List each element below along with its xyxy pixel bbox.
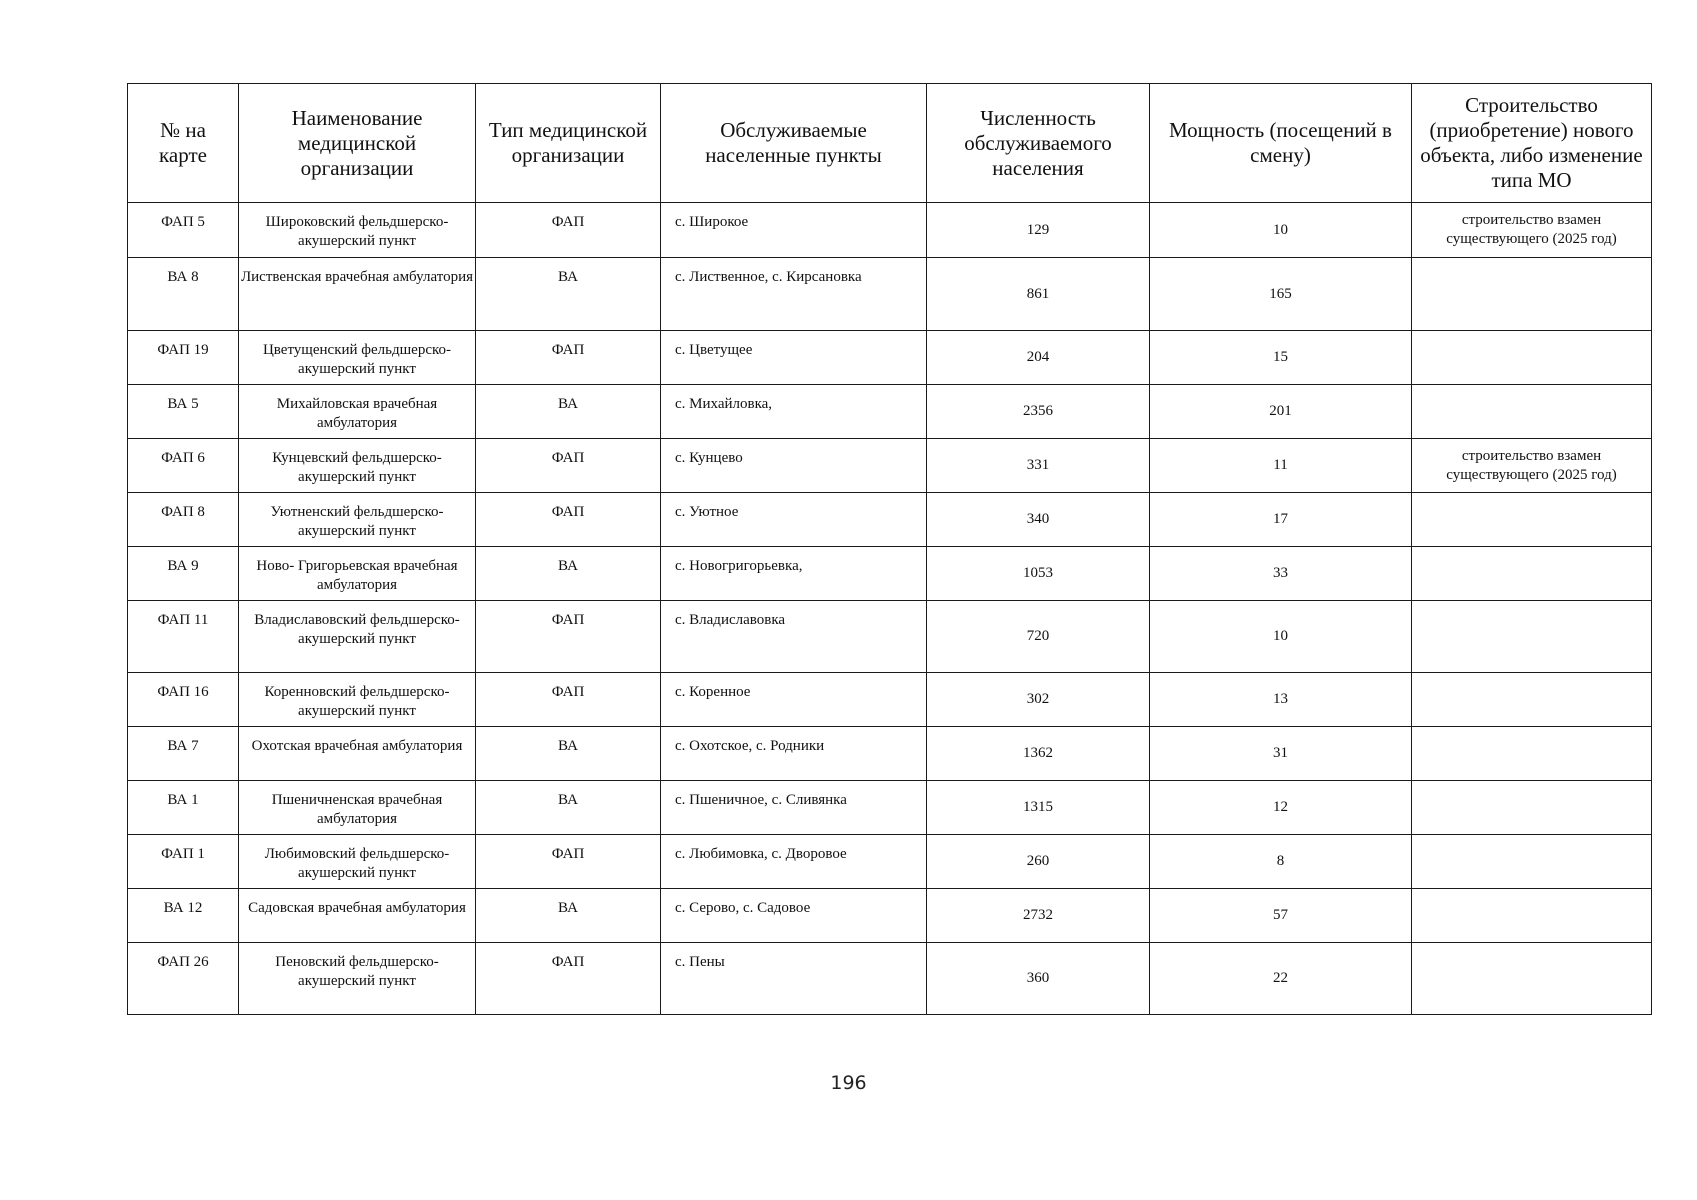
table-row	[128, 889, 1652, 943]
cell-population: 1053	[927, 547, 1150, 601]
cell-capacity: 8	[1150, 835, 1412, 889]
table-row	[128, 835, 1652, 889]
cell-organization-type: ФАП	[476, 943, 661, 1015]
cell-organization-type: ФАП	[476, 835, 661, 889]
cell-construction	[1412, 258, 1652, 331]
cell-map-number: ФАП 16	[128, 673, 239, 727]
table-header-row	[128, 84, 1652, 203]
cell-organization-type: ФАП	[476, 203, 661, 258]
cell-population: 260	[927, 835, 1150, 889]
cell-capacity: 13	[1150, 673, 1412, 727]
cell-construction	[1412, 727, 1652, 781]
cell-settlements: с. Пены	[661, 943, 927, 1015]
cell-capacity: 10	[1150, 601, 1412, 673]
table-row	[128, 673, 1652, 727]
cell-map-number: ВА 8	[128, 258, 239, 331]
cell-construction	[1412, 493, 1652, 547]
cell-organization-type: ФАП	[476, 601, 661, 673]
cell-settlements: с. Охотское, с. Родники	[661, 727, 927, 781]
cell-map-number: ВА 7	[128, 727, 239, 781]
cell-construction: строительство взамен существующего (2025 год)	[1412, 203, 1652, 258]
header-construction: Строительство (приобретение) нового объекта, либо изменение типа МО	[1412, 84, 1652, 203]
cell-organization-type: ВА	[476, 385, 661, 439]
cell-map-number: ФАП 1	[128, 835, 239, 889]
cell-map-number: ФАП 6	[128, 439, 239, 493]
cell-population: 2356	[927, 385, 1150, 439]
cell-map-number: ВА 9	[128, 547, 239, 601]
cell-capacity: 11	[1150, 439, 1412, 493]
cell-organization-name: Уютненский фельдшерско-акушерский пункт	[239, 493, 476, 547]
cell-settlements: с. Широкое	[661, 203, 927, 258]
cell-organization-type: ВА	[476, 258, 661, 331]
cell-organization-type: ФАП	[476, 331, 661, 385]
cell-construction	[1412, 889, 1652, 943]
cell-population: 302	[927, 673, 1150, 727]
cell-organization-name: Охотская врачебная амбулатория	[239, 727, 476, 781]
cell-organization-name: Коренновский фельдшерско-акушерский пункт	[239, 673, 476, 727]
cell-population: 204	[927, 331, 1150, 385]
table-row	[128, 258, 1652, 331]
cell-organization-type: ВА	[476, 727, 661, 781]
cell-construction	[1412, 547, 1652, 601]
cell-map-number: ФАП 11	[128, 601, 239, 673]
cell-settlements: с. Уютное	[661, 493, 927, 547]
cell-capacity: 17	[1150, 493, 1412, 547]
cell-construction	[1412, 943, 1652, 1015]
cell-organization-name: Ново- Григорьевская врачебная амбулатория	[239, 547, 476, 601]
cell-organization-name: Пеновский фельдшерско-акушерский пункт	[239, 943, 476, 1015]
cell-construction	[1412, 835, 1652, 889]
cell-settlements: с. Лиственное, с. Кирсановка	[661, 258, 927, 331]
cell-population: 360	[927, 943, 1150, 1015]
cell-map-number: ФАП 5	[128, 203, 239, 258]
header-population: Численность обслуживаемого населения	[927, 84, 1150, 203]
cell-capacity: 33	[1150, 547, 1412, 601]
cell-organization-name: Цветущенский фельдшерско-акушерский пункт	[239, 331, 476, 385]
cell-construction	[1412, 601, 1652, 673]
cell-settlements: с. Цветущее	[661, 331, 927, 385]
cell-organization-name: Михайловская врачебная амбулатория	[239, 385, 476, 439]
cell-population: 720	[927, 601, 1150, 673]
cell-organization-type: ВА	[476, 781, 661, 835]
cell-organization-type: ФАП	[476, 493, 661, 547]
header-map-number: № на карте	[128, 84, 239, 203]
cell-map-number: ФАП 8	[128, 493, 239, 547]
cell-construction	[1412, 673, 1652, 727]
cell-population: 129	[927, 203, 1150, 258]
cell-organization-type: ФАП	[476, 439, 661, 493]
cell-organization-type: ВА	[476, 889, 661, 943]
table-row	[128, 331, 1652, 385]
cell-organization-name: Широковский фельдшерско-акушерский пункт	[239, 203, 476, 258]
cell-capacity: 22	[1150, 943, 1412, 1015]
cell-map-number: ВА 1	[128, 781, 239, 835]
cell-organization-name: Кунцевский фельдшерско-акушерский пункт	[239, 439, 476, 493]
cell-organization-name: Владиславовский фельдшерско- акушерский пункт	[239, 601, 476, 673]
cell-population: 1362	[927, 727, 1150, 781]
cell-construction	[1412, 331, 1652, 385]
cell-organization-name: Садовская врачебная амбулатория	[239, 889, 476, 943]
cell-capacity: 31	[1150, 727, 1412, 781]
cell-organization-name: Пшеничненская врачебная амбулатория	[239, 781, 476, 835]
table-row	[128, 493, 1652, 547]
cell-settlements: с. Кунцево	[661, 439, 927, 493]
cell-settlements: с. Новогригорьевка,	[661, 547, 927, 601]
cell-capacity: 12	[1150, 781, 1412, 835]
header-organization-name: Наименование медицинской организации	[239, 84, 476, 203]
cell-capacity: 10	[1150, 203, 1412, 258]
cell-map-number: ВА 12	[128, 889, 239, 943]
cell-population: 2732	[927, 889, 1150, 943]
table-row	[128, 203, 1652, 258]
cell-construction	[1412, 781, 1652, 835]
cell-settlements: с. Серово, с. Садовое	[661, 889, 927, 943]
cell-population: 340	[927, 493, 1150, 547]
cell-settlements: с. Пшеничное, с. Сливянка	[661, 781, 927, 835]
cell-settlements: с. Коренное	[661, 673, 927, 727]
cell-population: 1315	[927, 781, 1150, 835]
cell-settlements: с. Михайловка,	[661, 385, 927, 439]
cell-population: 861	[927, 258, 1150, 331]
cell-organization-type: ФАП	[476, 673, 661, 727]
cell-construction: строительство взамен существующего (2025 год)	[1412, 439, 1652, 493]
header-capacity: Мощность (посещений в смену)	[1150, 84, 1412, 203]
cell-map-number: ФАП 19	[128, 331, 239, 385]
table-row	[128, 943, 1652, 1015]
cell-construction	[1412, 385, 1652, 439]
cell-capacity: 15	[1150, 331, 1412, 385]
cell-map-number: ВА 5	[128, 385, 239, 439]
page-number: 196	[830, 1072, 867, 1094]
cell-population: 331	[927, 439, 1150, 493]
cell-settlements: с. Владиславовка	[661, 601, 927, 673]
table-row	[128, 547, 1652, 601]
table-row	[128, 781, 1652, 835]
cell-map-number: ФАП 26	[128, 943, 239, 1015]
cell-organization-name: Лиственская врачебная амбулатория	[239, 258, 476, 331]
table-row	[128, 727, 1652, 781]
medical-organizations-table	[127, 83, 1652, 1015]
header-settlements: Обслуживаемые населенные пункты	[661, 84, 927, 203]
cell-capacity: 165	[1150, 258, 1412, 331]
cell-settlements: с. Любимовка, с. Дворовое	[661, 835, 927, 889]
cell-capacity: 57	[1150, 889, 1412, 943]
header-organization-type: Тип медицинской организации	[476, 84, 661, 203]
table-row	[128, 385, 1652, 439]
cell-organization-type: ВА	[476, 547, 661, 601]
cell-capacity: 201	[1150, 385, 1412, 439]
table-row	[128, 601, 1652, 673]
cell-organization-name: Любимовский фельдшерско-акушерский пункт	[239, 835, 476, 889]
table-row	[128, 439, 1652, 493]
table-body	[128, 203, 1652, 1015]
